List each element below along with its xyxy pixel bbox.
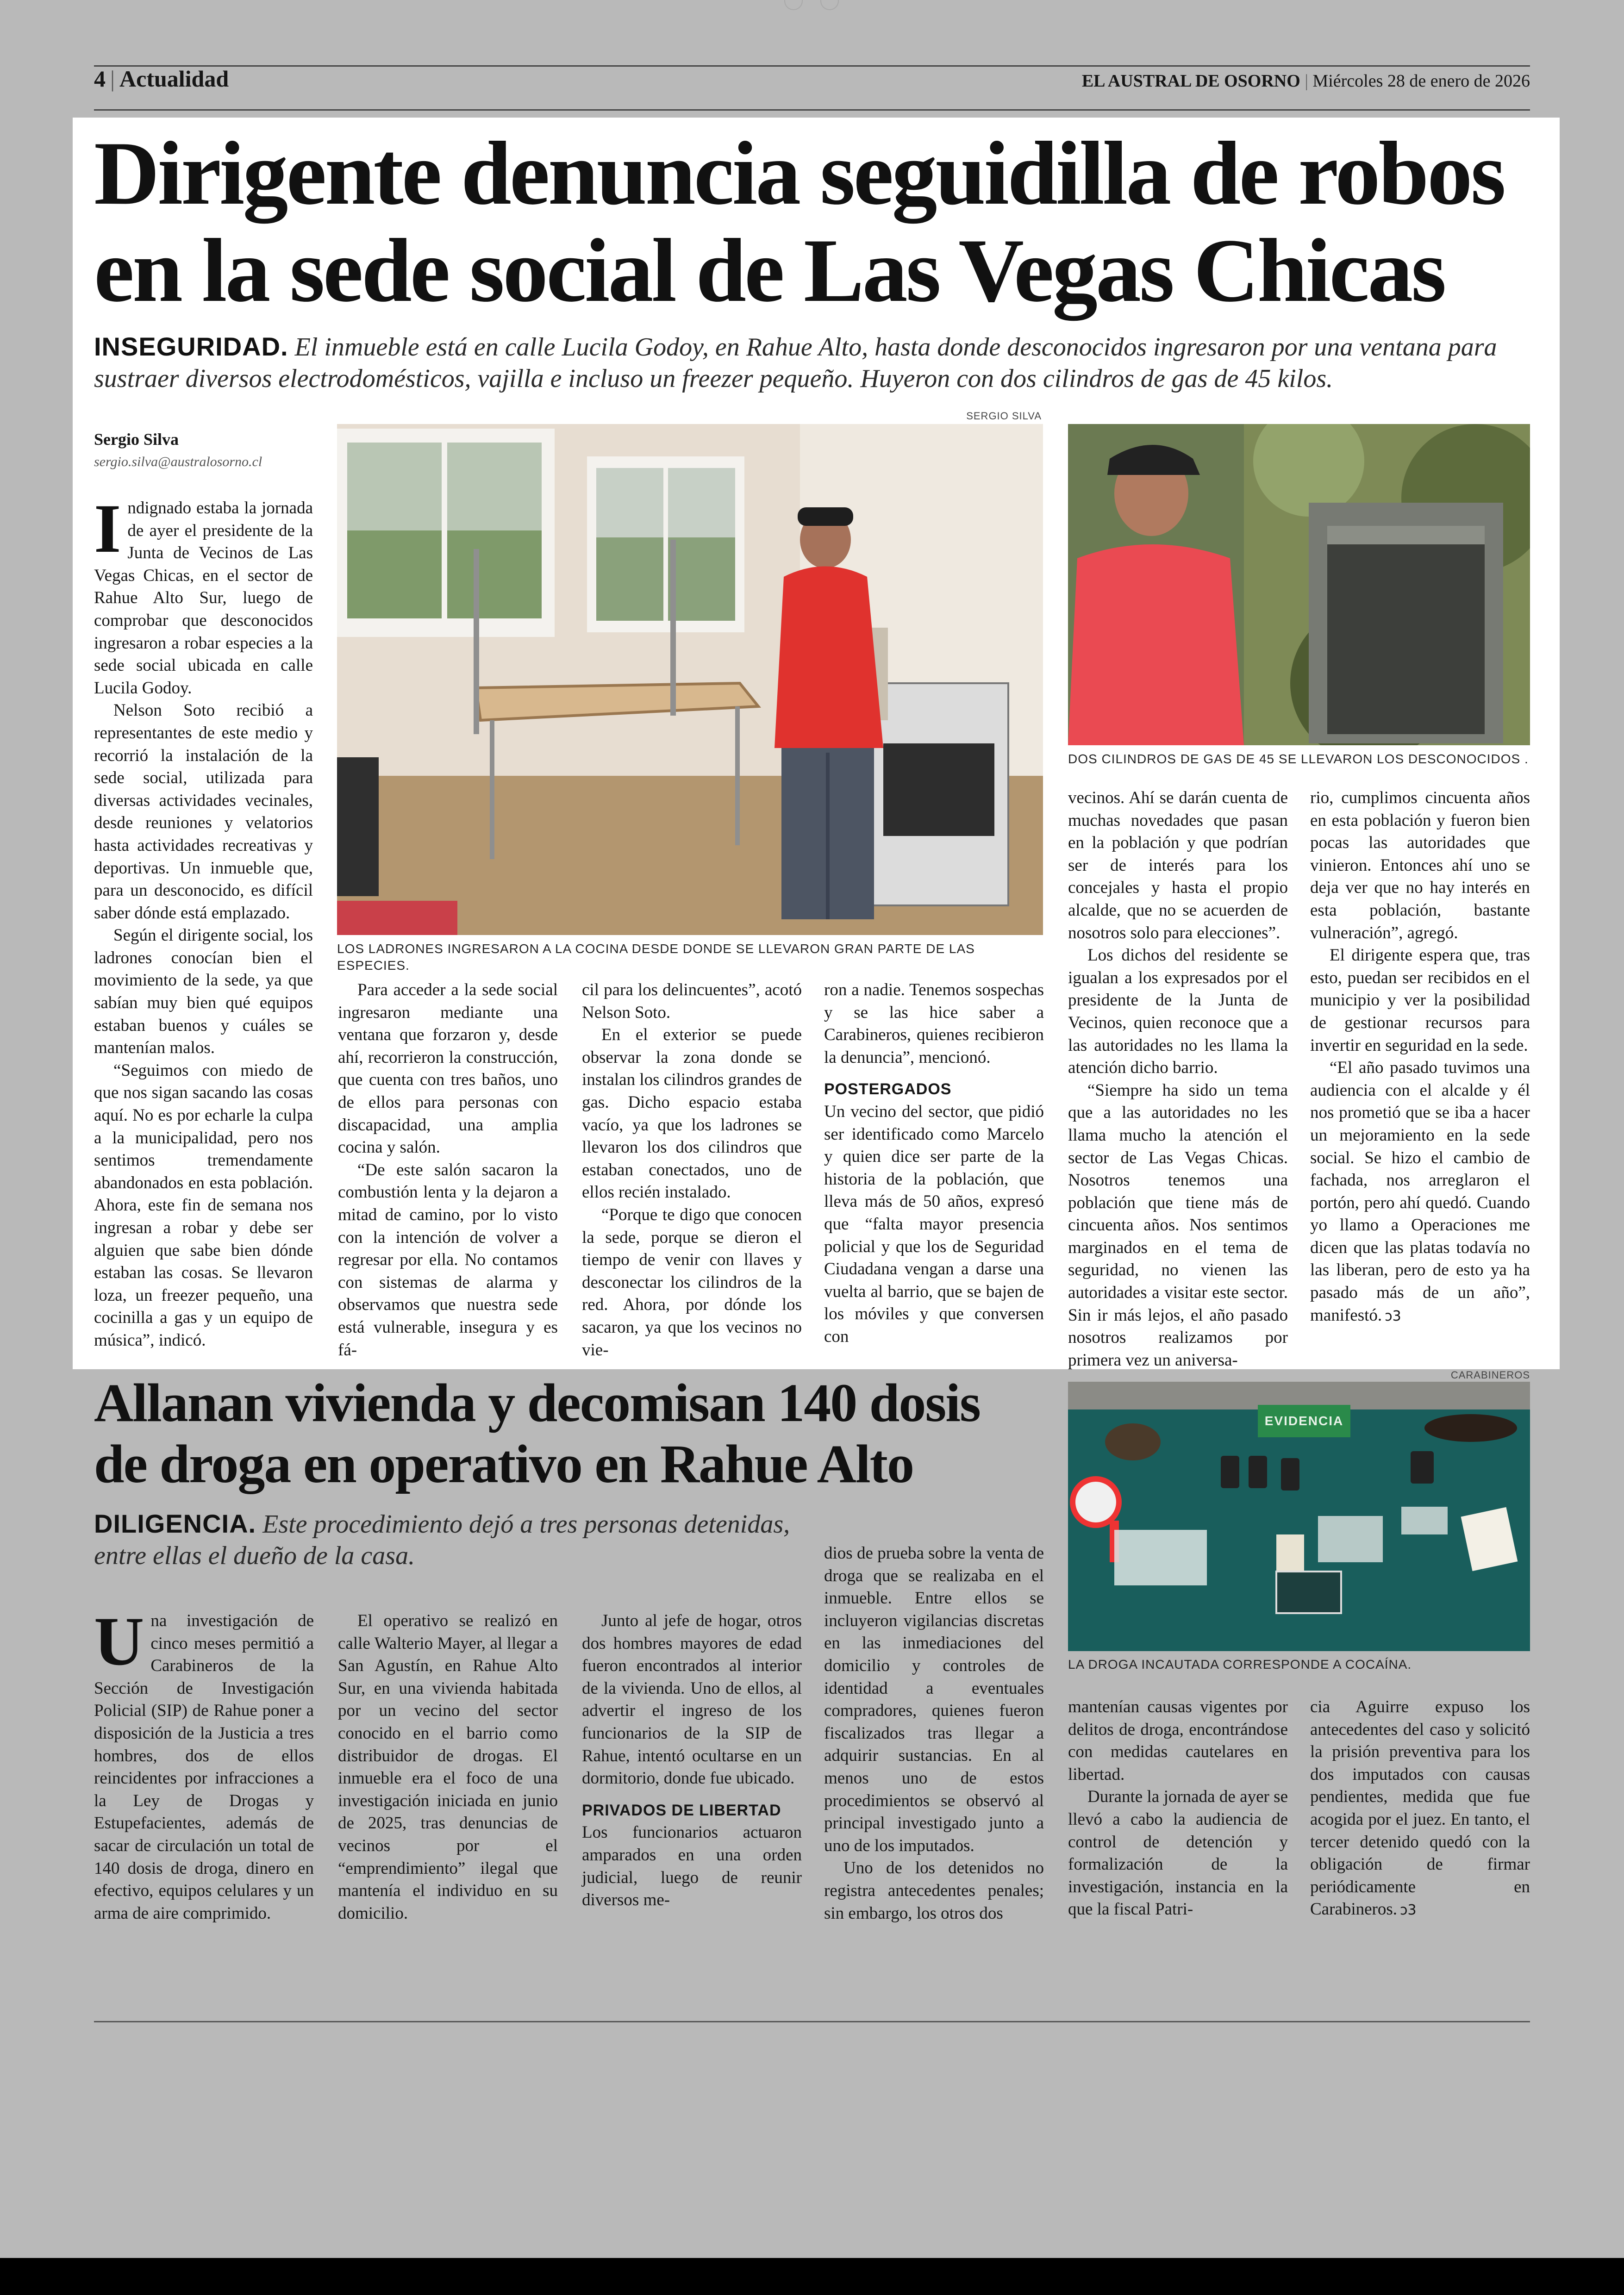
article1-dropcap: I — [94, 490, 121, 567]
article2-column-4: dios de prueba sobre la venta de droga que se realizaba en el inmueble. Entre ellos se incluyeron vigilancias discretas en las inmediaciones del domicilio y controles de identidad a eventuales compradores, quienes fueron fiscalizados tras llegar a adquirir sustancias. En al menos uno de estos procedimientos se observó al principal investigado junto a uno de los imputados. Uno de los detenidos no registra antecedentes penales; sin embargo, los otros dos — [824, 1544, 1044, 1923]
photo-credit-carabineros: CARABINEROS — [1450, 1369, 1530, 1381]
article2-column-6: cia Aguirre expuso los antecedentes del caso y solicitó la prisión preventiva para los dos imputados con causas pendientes, medida que fue acogida por el juez. En tanto, el tercer detenido quedó con la obligación de firmar periódicamente en Carabineros. ↄ3 — [1310, 1697, 1530, 1919]
article1-column-2: Para acceder a la sede social ingresaron mediante una ventana que forzaron y, desde ahí, recorrieron la construcción, que cuenta con tres baños, uno de ellos para personas con discapacidad, una amplia cocina y salón. “De este salón sacaron la combustión lenta y la dejaron a mitad de camino, por lo visto con la intención de volver a regresar por ella. No contamos con sistemas de alarma y observamos que nuestra sede está vulnerable, insegura y es fá- — [338, 980, 558, 1360]
paper-name: EL AUSTRAL DE OSORNO — [1081, 71, 1300, 91]
article1-headline: Dirigente denuncia seguidilla de robos en la sede social de Las Vegas Chicas — [94, 123, 1505, 321]
end-mark-icon: ↄ3 — [1400, 1902, 1417, 1919]
pager-prev-dot[interactable] — [784, 0, 803, 10]
byline-email[interactable]: sergio.silva@australosorno.cl — [94, 454, 262, 469]
subhead-privados: PRIVADOS DE LIBERTAD — [582, 1801, 781, 1819]
photo-credit: SERGIO SILVA — [966, 410, 1042, 422]
subhead-postergados: POSTERGADOS — [824, 1080, 952, 1098]
header-bottom-rule — [94, 109, 1530, 111]
pager-next-dot[interactable] — [820, 0, 839, 10]
article1-column-6: rio, cumplimos cincuenta años en esta población y fueron bien pocas las autoridades que vinieron. Entonces ahí uno se deja ver que no hay interés en esta población, bastante vulneración”, agregó. El dirigente espera que, tras esto, puedan ser recibidos en el municipio y ver la posibilidad de gestionar recursos para invertir en seguridad en la sede. “El año pasado tuvimos una audiencia con el alcalde y él nos prometió que se iba a hacer un mejoramiento en la sede social. Se hizo el cambio de fachada, nos arreglaron el portón, pero ahí quedó. Cuando yo llamo a Operaciones me dicen que las platas todavía no las liberan, pero de esto ya ha pasado más de un año”, manifestó. ↄ3 — [1310, 788, 1530, 1325]
article2-column-3: Junto al jefe de hogar, otros dos hombres mayores de edad fueron encontrados al interior de la vivienda. Uno de ellos, al advertir el ingreso de los funcionarios de la SIP de Rahue, intentó ocultarse en un dormitorio, donde fue ubicado. PRIVADOS DE LIBERTAD Los funcionarios actuaron amparados en una orden judicial, luego de reunir diversos me- — [582, 1611, 802, 1910]
article2-deck: DILIGENCIA. Este procedimiento dejó a tres personas detenidas, entre ellas el dueño de la casa. — [94, 1509, 790, 1570]
article1-deck: INSEGURIDAD. El inmueble está en calle Lucila Godoy, en Rahue Alto, hasta donde desconocidos ingresaron por una ventana para sustraer diversos electrodomésticos, vajilla e incluso un freezer pequeño. Huyeron con dos cilindros de gas de 45 kilos. — [94, 332, 1497, 393]
photo-caption-main: LOS LADRONES INGRESARON A LA COCINA DESDE DONDE SE LLEVARON GRAN PARTE DE LAS ESPECIES. — [337, 942, 975, 973]
header-top-rule — [94, 65, 1530, 67]
article1-column-4: ron a nadie. Tenemos sospechas y se las hice saber a Carabineros, quienes recibieron la denuncia”, mencionó. POSTERGADOS Un vecino del sector, que pidió ser identificado como Marcelo y quien dice ser parte de la historia de la población, que lleva más de 50 años, expresó que “falta mayor presencia policial y que los de Seguridad Ciudadana vengan a darse una vuelta al barrio, que se bajen de los móviles y que conversen con — [824, 980, 1044, 1346]
issue-date: Miércoles 28 de enero de 2026 — [1312, 71, 1530, 91]
section-name: Actualidad — [119, 66, 229, 92]
article2-dropcap: U — [94, 1603, 144, 1680]
photo-caption-drugs: LA DROGA INCAUTADA CORRESPONDE A COCAÍNA. — [1068, 1657, 1412, 1671]
article1-column-5: vecinos. Ahí se darán cuenta de muchas novedades que pasan en la población y que podrían ser de interés para los concejales y hasta el propio alcalde, que no se acuerden de nosotros solo para elecciones”. Los dichos del residente se igualan a los expresados por el presidente de la Junta de Vecinos, quien reconoce que a las autoridades no les llama la atención dicho barrio. “Siempre ha sido un tema que a las autoridades no les llama mucho la atención el sector de Las Vegas Chicas. Nosotros tenemos una población que tiene más de cincuenta años. Nos sentimos marginados en el tema de seguridad, no vienen las autoridades a visitar este sector. Sin ir más lejos, el año pasado nosotros realizamos por primera vez un aniversa- — [1068, 788, 1288, 1370]
end-mark-icon: ↄ3 — [1385, 1308, 1401, 1324]
gas-area-photo — [1068, 424, 1530, 745]
article2-column-5: mantenían causas vigentes por delitos de droga, encontrándose con medidas cautelares en libertad. Durante la jornada de ayer se llevó a cabo la audiencia de control de detención y formalización de la investigación, instancia en la que la fiscal Patri- — [1068, 1697, 1288, 1919]
article1-column-1: Indignado estaba la jornada de ayer el presidente de la Junta de Vecinos de Las Vegas Chicas, en el sector de Rahue Alto Sur, luego de comprobar que desconocidos ingresaron a robar especies a la sede social ubicada en calle Lucila Godoy. Nelson Soto recibió a representantes de este medio y recorrió la instalación de la sede social, utilizada para diversas actividades vecinales, desde reuniones y velatorios hasta actividades recreativas y deportivas. Un inmueble que, para un desconocido, es difícil saber dónde está emplazado. Según el dirigente social, los ladrones conocían bien el movimiento de la sede, ya que sabían muy bien qué equipos estaban buenos y cuáles se mantenían malos. “Seguimos con miedo de que nos sigan sacando las cosas aquí. No es por echarle la culpa a la municipalidad, pero nos sentimos tremendamente abandonados en esta población. Ahora, este fin de semana nos ingresan a robar y debe ser alguien que sabe bien dónde estaban las cosas. Se llevaron loza, un freezer pequeño, una cocinilla a gas y un equipo de música”, indicó. — [94, 490, 313, 1350]
page-number: 4 — [94, 66, 106, 92]
article1-column-3: cil para los delincuentes”, acotó Nelson Soto. En el exterior se puede observar la zona donde se instalan los cilindros grandes de gas. Dicho espacio estaba vacío, ya que los ladrones se llevaron los dos cilindros que estaban conectados, uno de ellos recién instalado. “Porque te digo que conocen la sede, porque se dieron el tiempo de venir con llaves y desconectar los cilindros de la red. Ahora, por dónde los sacaron, ya que los vecinos no vie- — [582, 980, 802, 1360]
page-bottom-rule — [94, 2021, 1530, 2022]
paper-dateline: EL AUSTRAL DE OSORNO | Miércoles 28 de enero de 2026 — [1081, 71, 1530, 91]
byline-author: Sergio Silva — [94, 430, 179, 449]
article2-column-1: Una investigación de cinco meses permitió a Carabineros de la Sección de Investigación Policial (SIP) de Rahue poner a disposición de la Justicia a tres hombres, dos de ellos reincidentes por infracciones a la Ley de Drogas y Estupefacientes, además de sacar de circulación un total de 140 dosis de droga, dinero en efectivo, equipos celulares y un arma de aire comprimido. — [94, 1603, 314, 1923]
evidence-banner-text: EVIDENCIA — [1264, 1414, 1344, 1428]
photo-caption-side: DOS CILINDROS DE GAS DE 45 SE LLEVARON LOS DESCONOCIDOS . — [1068, 752, 1529, 766]
article2-headline: Allanan vivienda y decomisan 140 dosis de droga en operativo en Rahue Alto — [94, 1372, 980, 1494]
article1-kicker: INSEGURIDAD. — [94, 332, 288, 361]
drug-evidence-photo — [1068, 1382, 1530, 1651]
article2-kicker: DILIGENCIA. — [94, 1509, 256, 1538]
article2-column-2: El operativo se realizó en calle Walterio Mayer, al llegar a San Agustín, en Rahue Alto Sur, en una vivienda habitada por un vecino del sector conocido en el barrio como distribuidor de drogas. El inmueble era el foco de una investigación iniciada en junio de 2025, tras denuncias de vecinos por el “emprendimiento” ilegal que mantenía el individuo en su domicilio. — [338, 1611, 558, 1923]
viewer-bottom-bar — [0, 2258, 1624, 2295]
kitchen-photo — [337, 424, 1043, 935]
page-section: 4 | Actualidad — [94, 66, 229, 92]
